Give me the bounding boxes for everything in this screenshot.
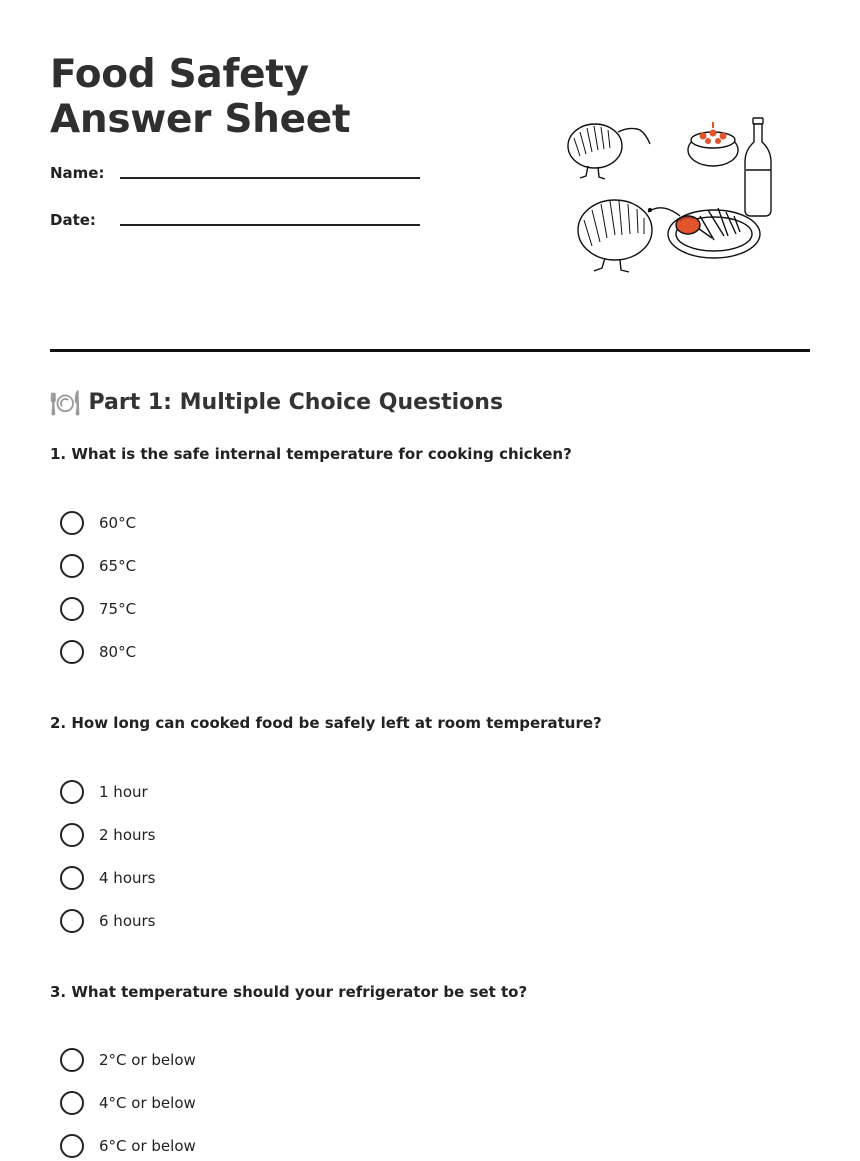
option-label: 80°C: [99, 643, 137, 661]
option-label: 1 hour: [99, 783, 148, 801]
radio-button[interactable]: [60, 1134, 84, 1158]
question-3-option-b[interactable]: [60, 1090, 196, 1116]
plate-with-cutlery-icon: 🍽: [50, 389, 81, 417]
radio-button[interactable]: [60, 823, 84, 847]
cake-icon: [688, 122, 738, 166]
header: [50, 52, 470, 258]
option-label: 2 hours: [99, 826, 156, 844]
date-field: [50, 211, 470, 258]
name-field: [50, 164, 470, 211]
date-input-line[interactable]: [120, 224, 420, 226]
radio-button[interactable]: [60, 780, 84, 804]
question-2: 2. How long can cooked food be safely left at room temperature?: [50, 714, 602, 732]
radio-button[interactable]: [60, 866, 84, 890]
option-label: 4°C or below: [99, 1094, 196, 1112]
question-1-option-c[interactable]: [60, 596, 136, 622]
page-title: Food Safety Answer Sheet: [50, 52, 351, 142]
option-label: 4 hours: [99, 869, 156, 887]
radio-button[interactable]: [60, 511, 84, 535]
question-1-option-d[interactable]: [60, 639, 136, 665]
radio-button[interactable]: [60, 1091, 84, 1115]
kiwi-bird-small-icon: [568, 124, 650, 179]
section-title: Part 1: Multiple Choice Questions: [88, 390, 504, 415]
question-2-option-b[interactable]: [60, 822, 155, 848]
question-3: 3. What temperature should your refrigerator be set to?: [50, 983, 528, 1001]
radio-button[interactable]: [60, 640, 84, 664]
question-2-option-d[interactable]: [60, 908, 155, 934]
question-3-option-a[interactable]: [60, 1047, 196, 1073]
question-1-option-a[interactable]: [60, 510, 136, 536]
kiwi-bird-large-icon: [578, 200, 680, 272]
radio-button[interactable]: [60, 909, 84, 933]
date-label: Date:: [50, 211, 96, 229]
option-label: 60°C: [99, 514, 137, 532]
name-label: Name:: [50, 164, 105, 182]
plate-with-fries-icon: [668, 208, 760, 258]
option-label: 2°C or below: [99, 1051, 196, 1069]
radio-button[interactable]: [60, 554, 84, 578]
section-divider: [50, 349, 810, 352]
option-label: 65°C: [99, 557, 137, 575]
question-2-option-a[interactable]: [60, 779, 148, 805]
question-3-option-c[interactable]: [60, 1133, 196, 1159]
question-1: 1. What is the safe internal temperature for cooking chicken?: [50, 445, 572, 463]
option-label: 6 hours: [99, 912, 156, 930]
name-input-line[interactable]: [120, 177, 420, 179]
question-2-option-c[interactable]: [60, 865, 155, 891]
section-heading: [50, 386, 503, 420]
food-kiwi-illustration: [560, 108, 780, 278]
radio-button[interactable]: [60, 597, 84, 621]
bottle-icon: [745, 118, 771, 216]
option-label: 6°C or below: [99, 1137, 196, 1155]
question-1-option-b[interactable]: [60, 553, 136, 579]
radio-button[interactable]: [60, 1048, 84, 1072]
option-label: 75°C: [99, 600, 137, 618]
